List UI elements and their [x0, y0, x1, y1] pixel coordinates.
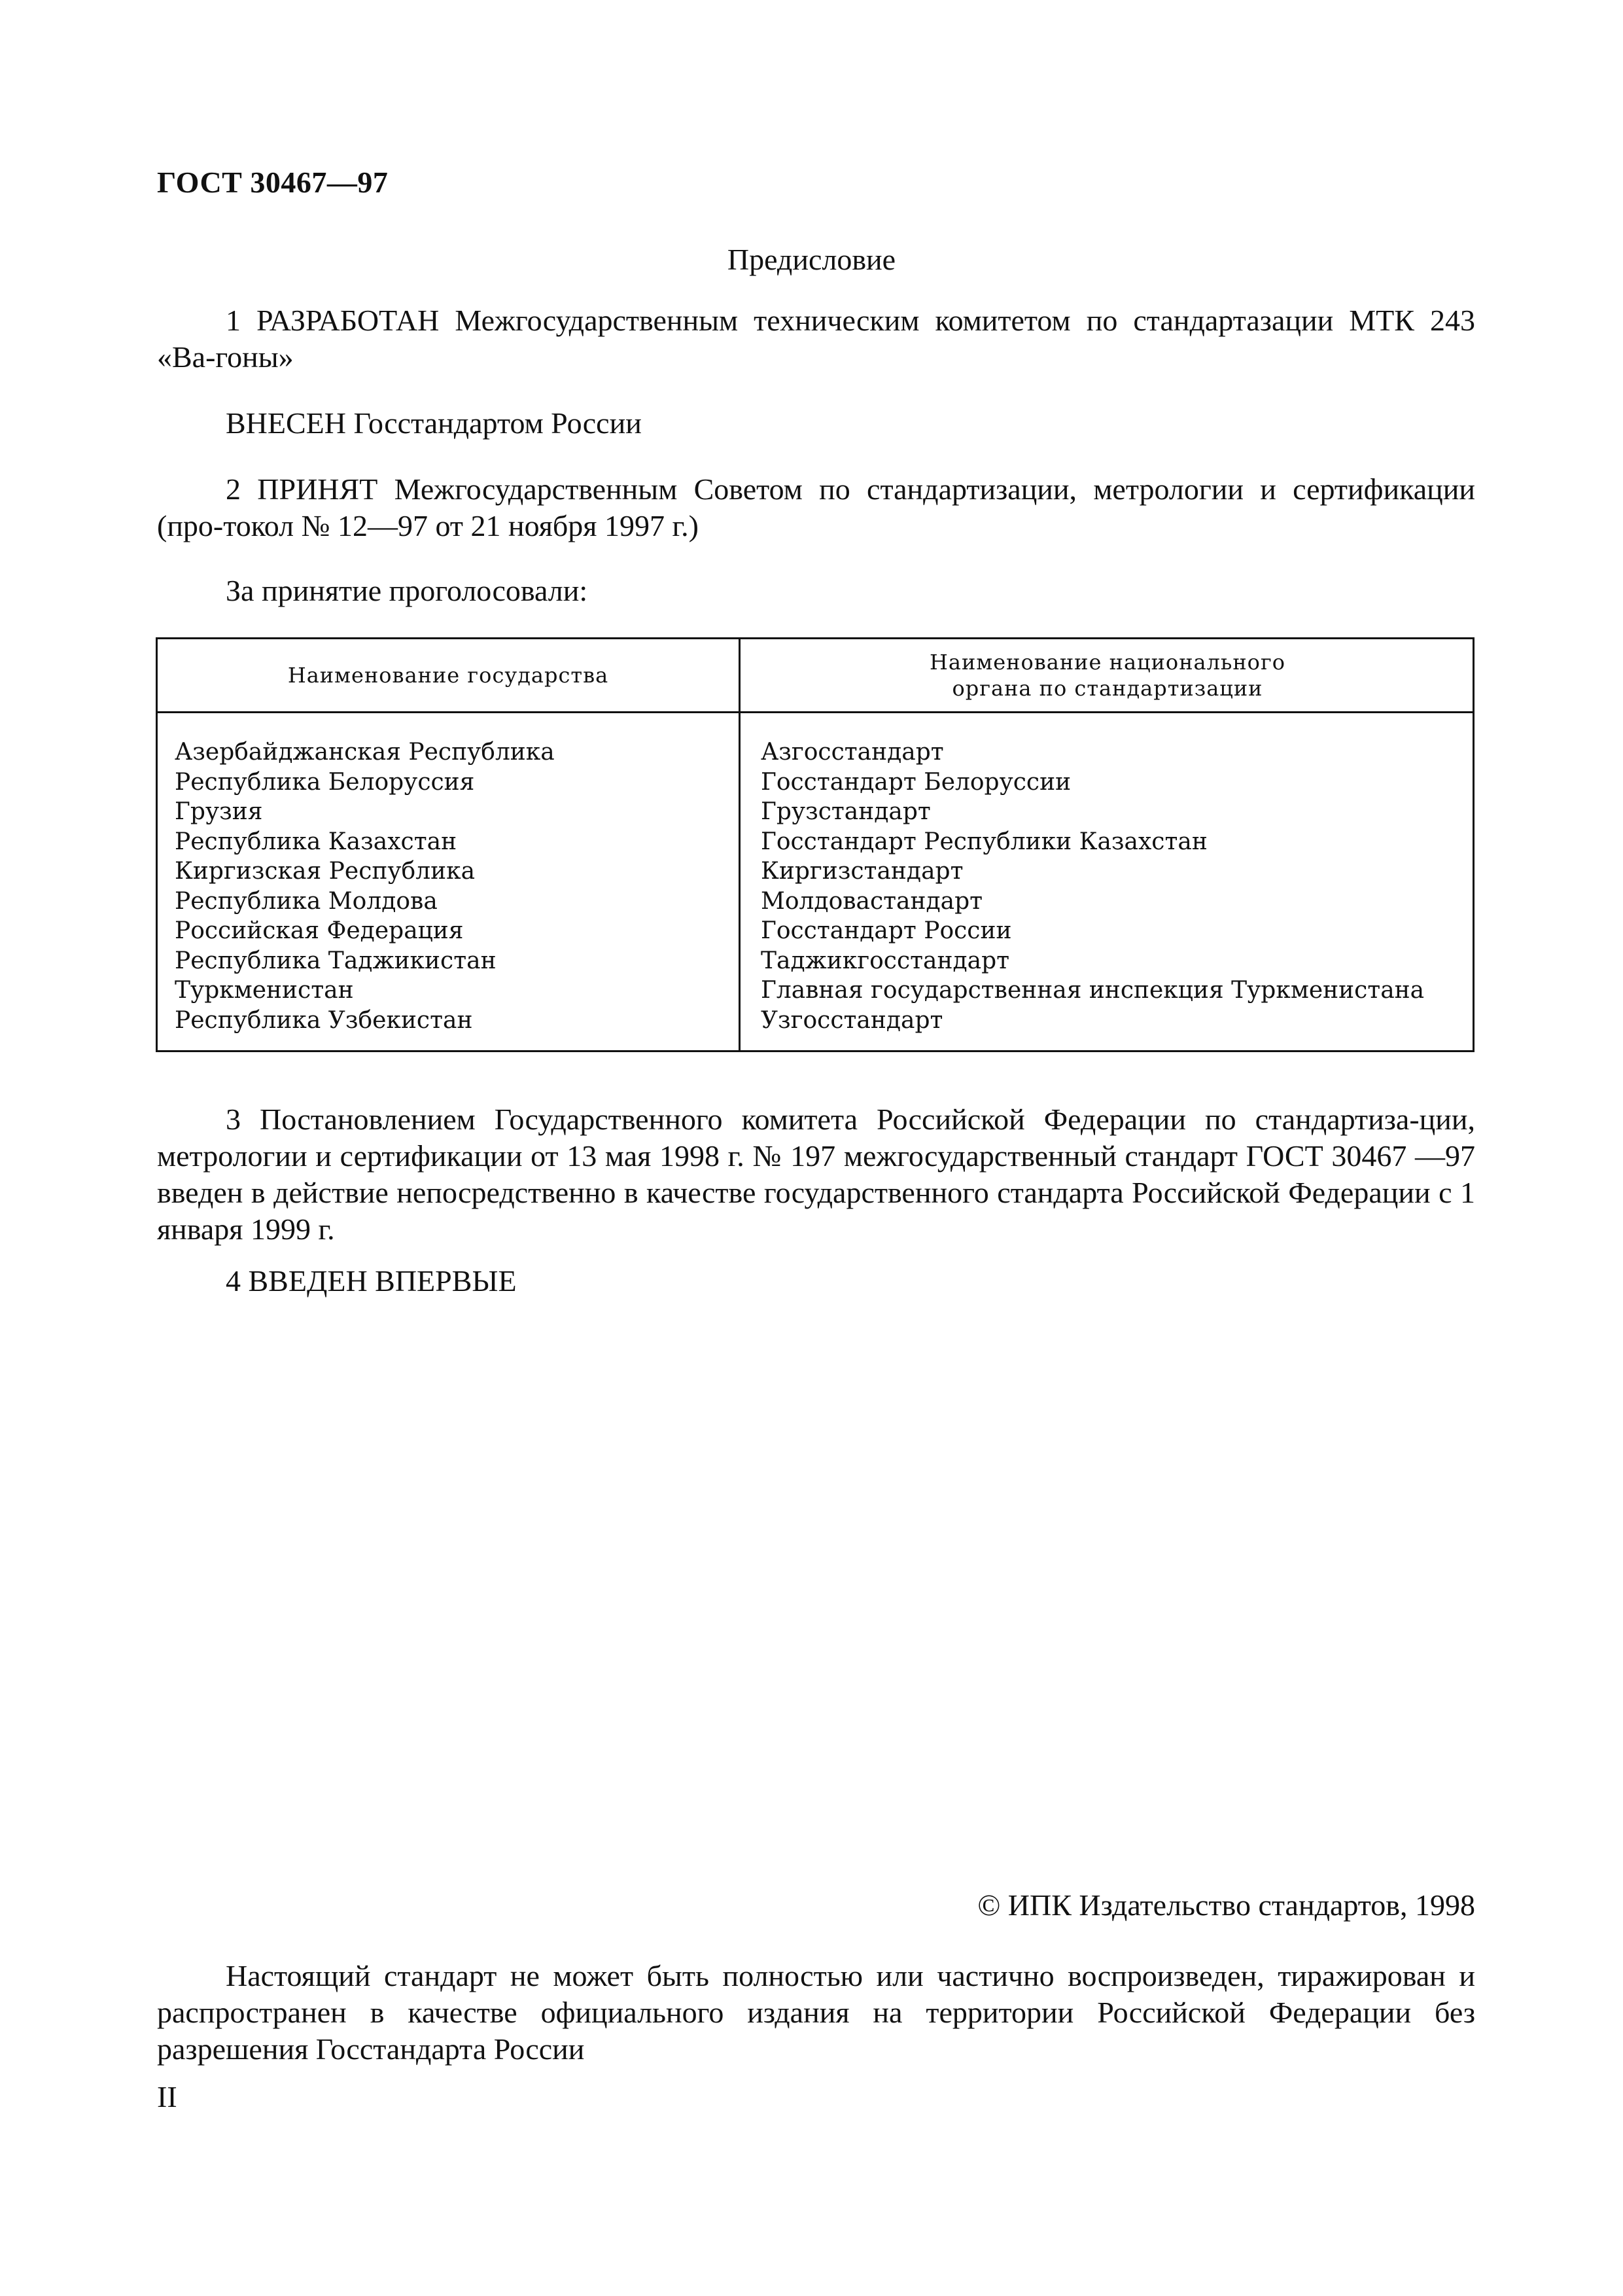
table-cell-state: Республика Молдова	[175, 887, 438, 915]
table-cell-body: Таджикгосстандарт	[761, 947, 1010, 974]
paragraph-adopted: 2 ПРИНЯТ Межгосударственным Советом по стандартизации, метрологии и сертификации (про-токол № 12—97 от 21 ноября 1997 г.)	[157, 472, 1475, 542]
paragraph-developed: 1 РАЗРАБОТАН Межгосударственным техническим комитетом по стандартазации МТК 243 «Ва-гоны»	[157, 304, 1475, 374]
table-cell-state: Российская Федерация	[175, 917, 464, 944]
paragraph-first-introduced: 4 ВВЕДЕН ВПЕРВЫЕ	[226, 1264, 517, 1298]
table-header-body	[741, 639, 1475, 711]
paragraph-reproduction-notice: Настоящий стандарт не может быть полностью или частично воспроизведен, тиражирован и распространен в качестве официального издания на территории Российской Федерации без разрешения Госстандарта России	[157, 1959, 1475, 2066]
table-cell-state: Туркменистан	[175, 977, 354, 1004]
table-column-states	[175, 737, 731, 1035]
voting-table	[156, 637, 1475, 1052]
table-cell-state: Республика Белоруссия	[175, 768, 475, 796]
table-header-state	[158, 639, 739, 711]
copyright-notice: © ИПК Издательство стандартов, 1998	[977, 1888, 1475, 1922]
table-cell-state: Республика Казахстан	[175, 828, 457, 855]
table-header-state-label: Наименование государства	[287, 663, 609, 688]
table-cell-body: Госстандарт России	[761, 917, 1012, 944]
section-title: Предисловие	[727, 243, 896, 276]
paragraph-introduced: ВНЕСЕН Госстандартом России	[226, 406, 642, 440]
table-cell-body: Киргизстандарт	[761, 858, 964, 885]
table-header-body-line2: органа по стандартизации	[952, 676, 1263, 701]
table-cell-body: Главная государственная инспекция Туркменистана	[761, 977, 1425, 1004]
table-header-body-line1: Наименование национального	[930, 650, 1285, 675]
table-cell-body: Грузстандарт	[761, 798, 931, 825]
table-cell-body: Госстандарт Белоруссии	[761, 768, 1072, 796]
table-cell-body: Азгосстандарт	[761, 739, 944, 766]
table-column-bodies	[761, 737, 1467, 1035]
table-cell-state: Республика Таджикистан	[175, 947, 497, 974]
table-cell-body: Узгосстандарт	[761, 1006, 943, 1034]
table-cell-state: Киргизская Республика	[175, 858, 476, 885]
page-number: II	[157, 2080, 177, 2113]
table-cell-body: Госстандарт Республики Казахстан	[761, 828, 1208, 855]
paragraph-voted: За принятие проголосовали:	[226, 574, 588, 607]
document-code: ГОСТ 30467—97	[157, 166, 389, 199]
table-header-divider	[158, 711, 1473, 713]
table-cell-state: Республика Узбекистан	[175, 1006, 473, 1034]
table-cell-state: Грузия	[175, 798, 263, 825]
table-cell-state: Азербайджанская Республика	[175, 739, 555, 766]
table-cell-body: Молдовастандарт	[761, 887, 983, 915]
paragraph-enacted: 3 Постановлением Государственного комитета Российской Федерации по стандартиза-ции, метрологии и сертификации от 13 мая 1998 г. № 197 межгосударственный стандарт ГОСТ 30467 —97 введен в действие непосредственно в качестве государственного стандарта Российской Федерации с 1 января 1999 г.	[157, 1103, 1475, 1246]
